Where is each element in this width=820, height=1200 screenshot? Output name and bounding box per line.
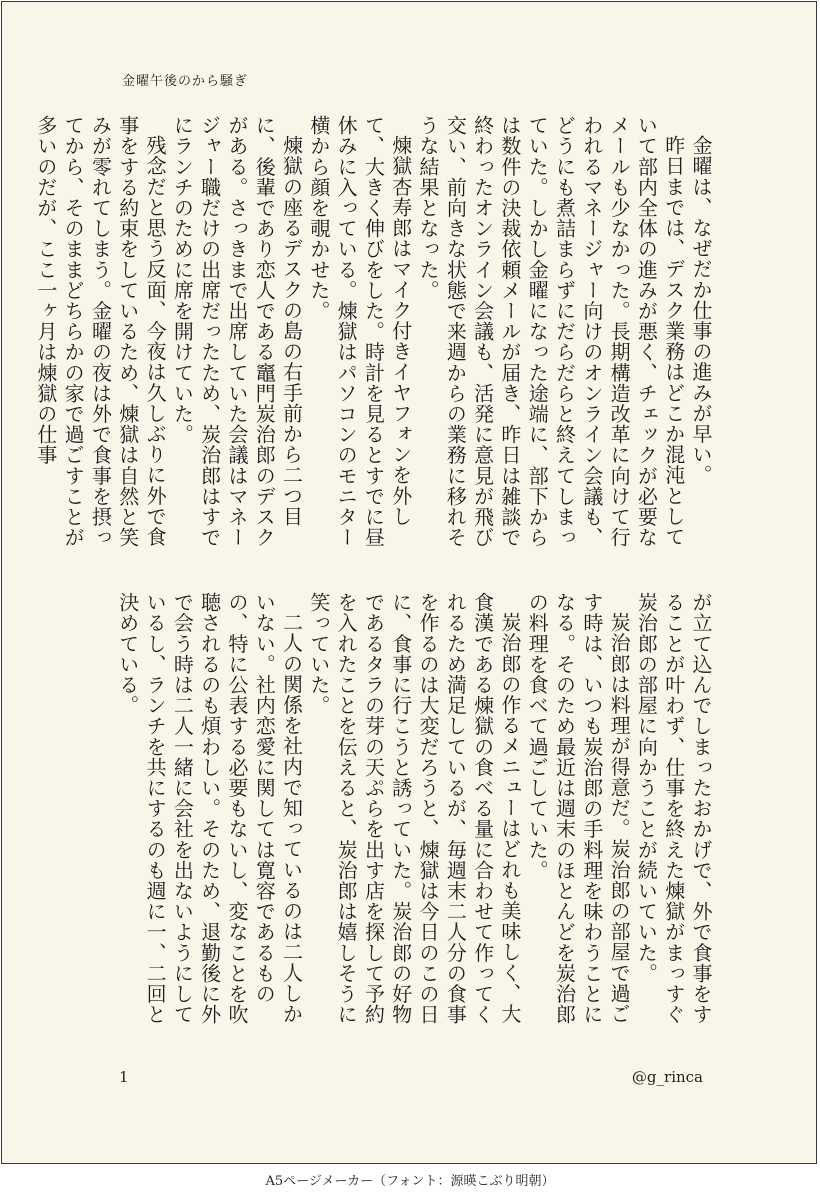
running-title: 金曜午後のから騒ぎ xyxy=(122,74,249,89)
paragraph: が立て込んでしまったおかげで、外で食事をすることが叶わず、仕事を終えた煉獄がまっすぐ炭治郎の部屋に向かうことが続いていた。 xyxy=(634,592,713,1025)
page-number: 1 xyxy=(119,1068,129,1086)
text-block-upper xyxy=(33,115,714,563)
paragraph: 炭治郎は料理が得意だ。炭治郎の部屋で過ごす時は、いつも炭治郎の手料理を味わうことになる。そのため最近は週末のほとんどを炭治郎の料理を食べて過ごしていた。 xyxy=(525,592,632,1025)
text-block-lower xyxy=(114,592,714,1040)
paragraph: 金曜は、なぜだか仕事の進みが早い。 xyxy=(689,135,713,486)
paragraph: 煉獄の座るデスクの島の右手前から二つ目に、後輩であり恋人である竈門炭治郎のデスクがある。さっきまで出席していた会議はマネージャー職だけの出席だったため、炭治郎はすでにランチのために席を開けていた。 xyxy=(170,115,304,548)
paragraph: 残念だと思う反面、今夜は久しぶりに外で食事をする約束をしているため、煉獄は自然と笑みが零れてしまう。金曜の夜は外で食事を摂ってから、そのままどちらかの家で過ごすことが多いのだが、ここ一ヶ月は煉獄の仕事 xyxy=(33,115,168,548)
footer-credit: A5ページメーカー（フォント：源暎こぶり明朝） xyxy=(265,1174,555,1189)
paragraph: 煉獄杏寿郎はマイク付きイヤフォンを外して、大きく伸びをした。時計を見るとすでに昼休みに入っている。煉獄はパソコンのモニター横から顔を覗かせた。 xyxy=(306,115,413,548)
paragraph: 二人の関係を社内で知っているのは二人しかいない。社内恋愛に関しては寛容であるものの、特に公表する必要もないし、変なことを吹聴されるのも煩わしい。そのため、退勤後に外で会う時は二人一緒に会社を出ないようにしているし、ランチを共にするのも週に一、二回と決めている。 xyxy=(115,592,304,1025)
manuscript-page xyxy=(1,1,817,1164)
author-handle: @g_rinca xyxy=(631,1068,703,1086)
paragraph: 炭治郎の作るメニューはどれも美味しく、大食漢である煉獄の食べる量に合わせて作ってくれるため満足しているが、毎週末二人分の食事を作るのは大変だろうと、煉獄は今日のこの日に、食事に行こうと誘っていた。炭治郎の好物であるタラの芽の天ぷらを出す店を探して予約を入れたことを伝えると、炭治郎は嬉しそうに笑っていた。 xyxy=(306,592,522,1025)
paragraph: 昨日までは、デスク業務はどこか混沌としていて部内全体の進みが悪く、チェックが必要なメールも少なかった。長期構造改革に向けて行われるマネージャー向けのオンライン会議も、どうにも煮詰まらずにだらだらと終えてしまっていた。しかし金曜になった途端に、部下からは数件の決裁依頼メールが届き、昨日は雑談で終わったオンライン会議も、活発に意見が飛び交い、前向きな状態で来週からの業務に移れそうな結果となった。 xyxy=(416,115,686,548)
